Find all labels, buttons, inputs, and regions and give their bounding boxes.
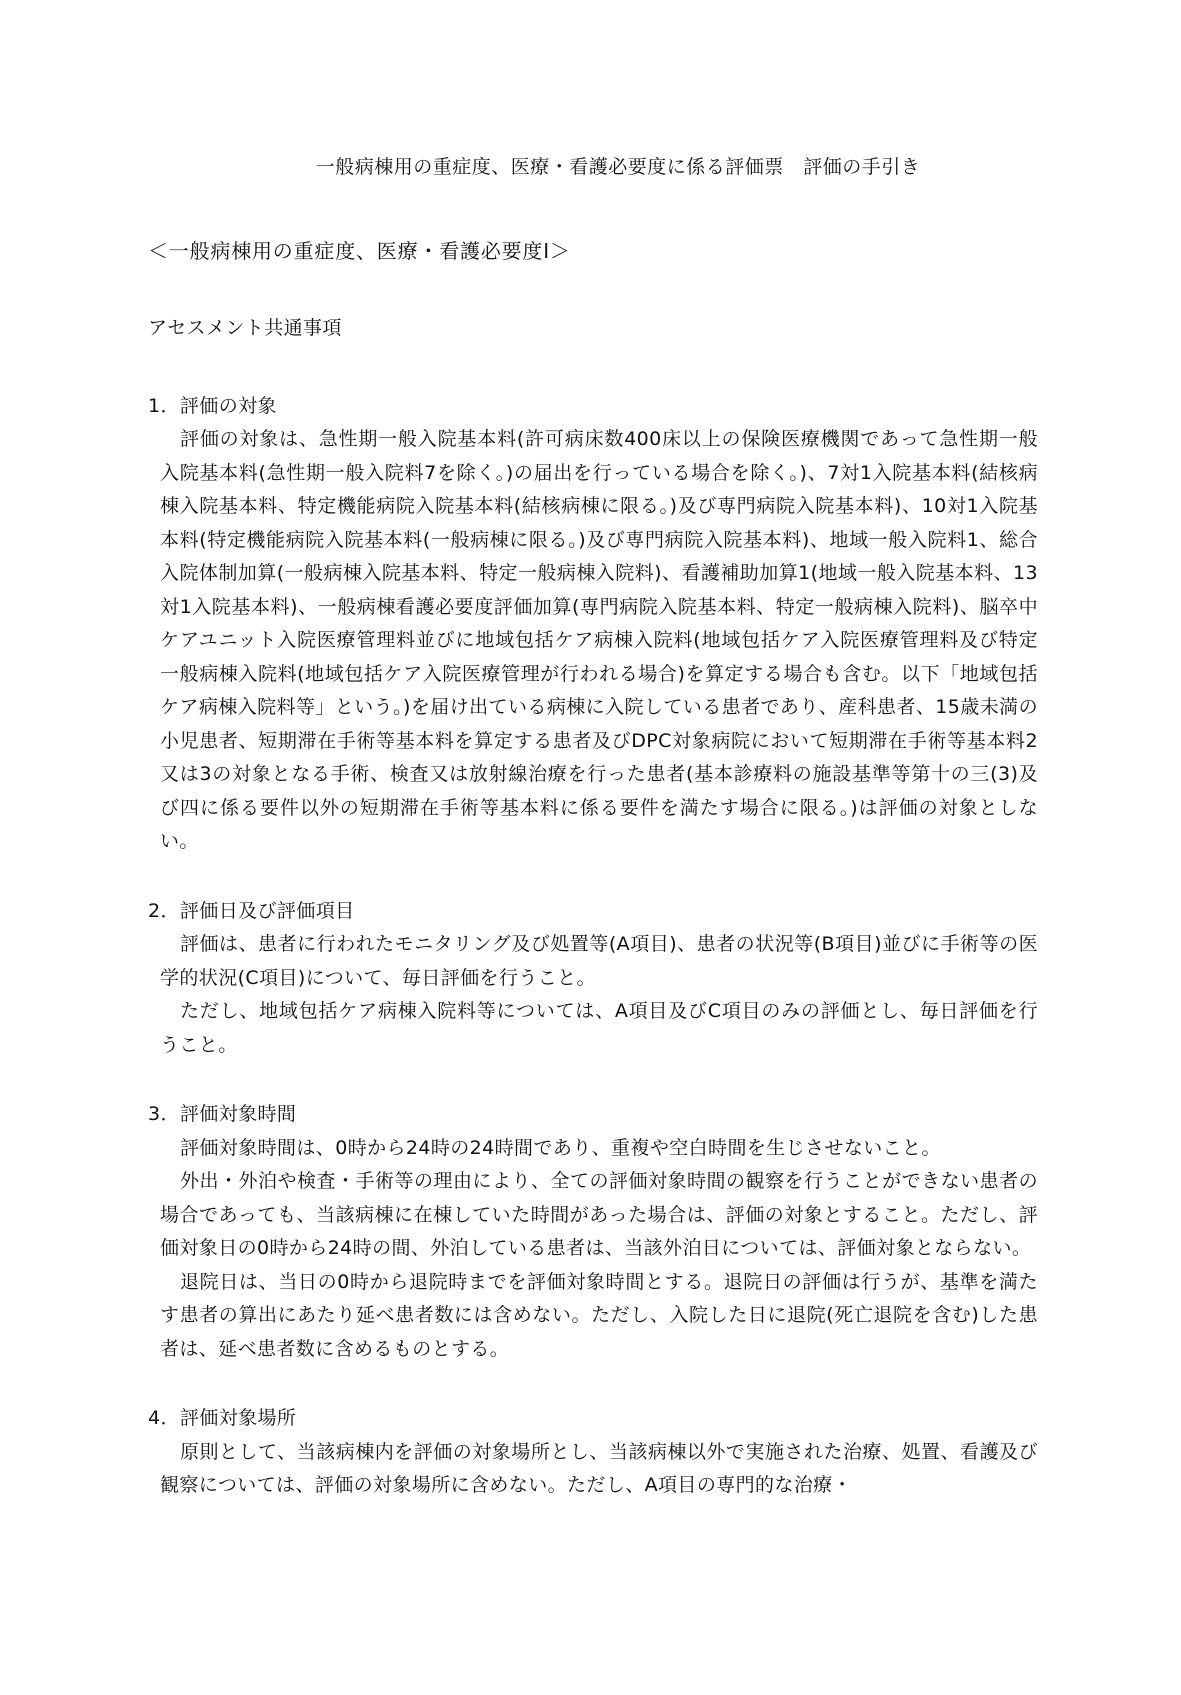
section-heading: 1．評価の対象 [148,394,277,417]
document-title: 一般病棟用の重症度、医療・看護必要度に係る評価票 評価の手引き [315,156,921,178]
common-items-heading: アセスメント共通事項 [148,317,342,339]
section-evaluation-date-items [148,895,1038,1063]
section-paragraph: 退院日は、当日の0時から退院時までを評価対象時間とする。退院日の評価は行うが、基準を満たす患者の算出にあたり延べ患者数には含めない。ただし、入院した日に退院(死亡退院を含む)した患者は、延べ患者数に含めるものとする。 [160,1270,1038,1360]
section-paragraph: 評価は、患者に行われたモニタリング及び処置等(A項目)、患者の状況等(B項目)並びに手術等の医学的状況(C項目)について、毎日評価を行うこと。 [160,933,1038,989]
section-paragraph: 外出・外泊や検査・手術等の理由により、全ての評価対象時間の観察を行うことができない患者の場合であっても、当該病棟に在棟していた時間があった場合は、評価の対象とすること。ただし、評価対象日の0時から24時の間、外泊している患者は、当該外泊日については、評価対象とならない。 [160,1170,1038,1259]
section-paragraph: 評価対象時間は、0時から24時の24時間であり、重複や空白時間を生じさせないこと。 [180,1136,941,1159]
section-evaluation-target [148,390,1038,859]
section-evaluation-time [148,1098,1038,1366]
section-heading: 4．評価対象場所 [148,1407,297,1429]
section-paragraph: ただし、地域包括ケア病棟入院料等については、A項目及びC項目のみの評価とし、毎日評価を行うこと。 [160,1000,1038,1056]
section-paragraph: 原則として、当該病棟内を評価の対象場所とし、当該病棟以外で実施された治療、処置、看護及び観察については、評価の対象場所に含めない。ただし、A項目の専門的な治療・ [160,1440,1038,1496]
section-heading: 3．評価対象時間 [148,1103,297,1125]
document-body [148,235,1038,1503]
section-heading: 2．評価日及び評価項目 [148,899,355,922]
section-evaluation-place [148,1402,1038,1503]
document-subtitle: ＜一般病棟用の重症度、医療・看護必要度Ⅰ＞ [148,239,571,263]
section-paragraph: 評価の対象は、急性期一般入院基本料(許可病床数400床以上の保険医療機関であって急性期一般入院基本料(急性期一般入院料7を除く。)の届出を行っている場合を除く。)、7対1入院基本料(結核病棟入院基本料、特定機能病院入院基本料(結核病棟に限る。)及び専門病院入院基本料)、10対1入院基本料(特定機能病院入院基本料(一般病棟に限る。)及び専門病院入院基本料)、地域一般入院料1、総合入院体制加算(一般病棟入院基本料、特定一般病棟入院料)、看護補助加算1(地域一般入院基本料、13対1入院基本料)、一般病棟看護必要度評価加算(専門病院入院基本料、特定一般病棟入院料)、脳卒中ケアユニット入院医療管理料並びに地域包括ケア病棟入院料(地域包括ケア入院医療管理料及び特定一般病棟入院料(地域包括ケア入院医療管理が行われる場合)を算定する場合も含む。以下「地域包括ケア病棟入院料等」という。)を届け出ている病棟に入院している患者であり、産科患者、15歳未満の小児患者、短期滞在手術等基本料を算定する患者及びDPC対象病院において短期滞在手術等基本料2又は3の対象となる手術、検査又は放射線治療を行った患者(基本診療料の施設基準等第十の三(3)及び四に係る要件以外の短期滞在手術等基本料に係る要件を満たす場合に限る。)は評価の対象としない。 [160,428,1038,852]
